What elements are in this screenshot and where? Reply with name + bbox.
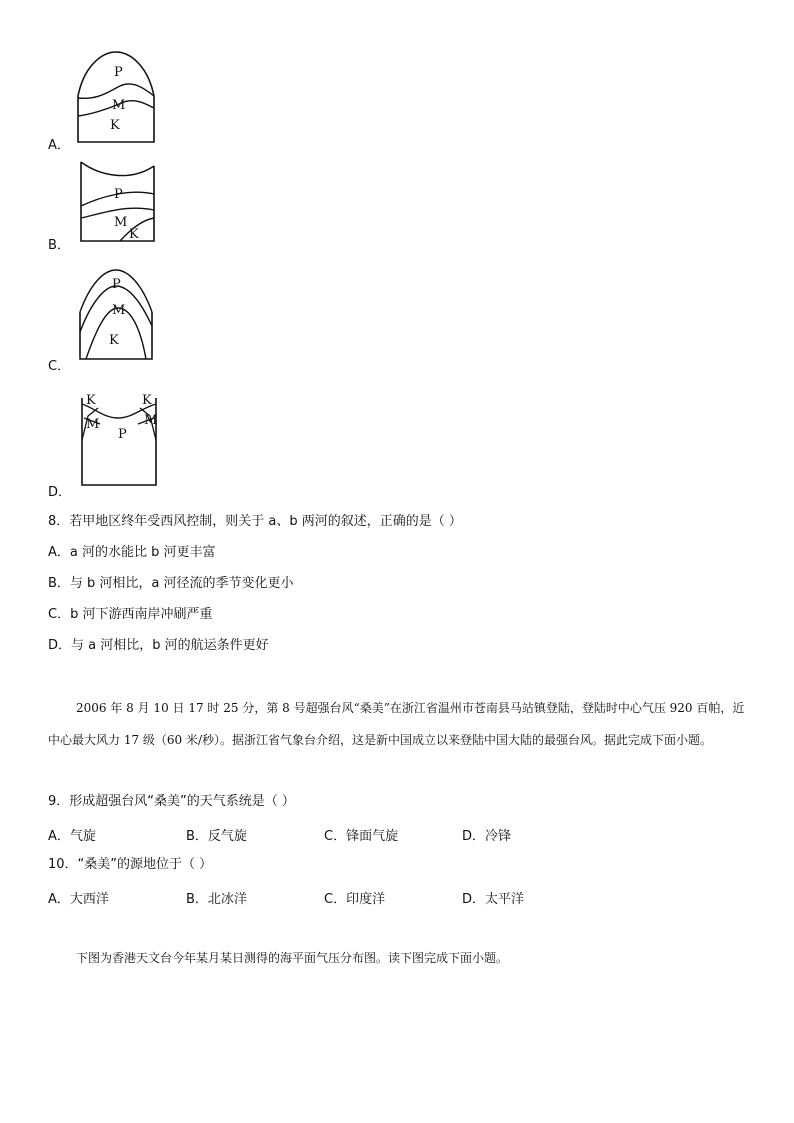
- layer-label-k-right: K: [142, 393, 152, 408]
- layer-label-k: K: [129, 227, 139, 242]
- layer-label-p: P: [118, 427, 127, 442]
- question-8-option-a[interactable]: A．a 河的水能比 b 河更丰富: [48, 545, 216, 560]
- question-9-option-c[interactable]: C．锋面气旋: [324, 829, 399, 844]
- layer-label-k: K: [109, 333, 119, 348]
- question-10-option-a[interactable]: A．大西洋: [48, 892, 109, 907]
- option-b-letter[interactable]: B．: [48, 238, 70, 253]
- question-8-stem: 8．若甲地区终年受西风控制，则关于 a、b 两河的叙述，正确的是（ ）: [48, 514, 462, 529]
- layer-label-m: M: [114, 215, 128, 230]
- layer-label-k-left: K: [86, 393, 96, 408]
- option-a-letter[interactable]: A．: [48, 138, 70, 153]
- layer-label-m-left: M: [86, 417, 100, 432]
- question-9-option-b[interactable]: B．反气旋: [186, 829, 247, 844]
- fold-diagram-c: [76, 266, 156, 362]
- layer-label-p: P: [114, 187, 123, 202]
- layer-label-m: M: [112, 98, 126, 113]
- question-8-option-d[interactable]: D．与 a 河相比，b 河的航运条件更好: [48, 638, 269, 653]
- question-9-option-a[interactable]: A．气旋: [48, 829, 96, 844]
- layer-label-m-right: M: [144, 413, 158, 428]
- question-10-stem: 10．“桑美”的源地位于（ ）: [48, 857, 213, 872]
- passage-typhoon: 2006 年 8 月 10 日 17 时 25 分，第 8 号超强台风“桑美”在浙江省温州市苍南县马站镇登陆，登陆时中心气压 920 百帕，近中心最大风力 17 级（60 米/秒）。据浙江省气象台介绍，这是新中国成立以来登陆中国大陆的最强台风。据此完成下面小题。: [48, 701, 745, 747]
- option-d-letter[interactable]: D．: [48, 485, 72, 500]
- fold-diagram-d: [78, 390, 160, 488]
- question-9-stem: 9．形成超强台风“桑美”的天气系统是（ ）: [48, 794, 295, 809]
- question-8-option-b[interactable]: B．与 b 河相比，a 河径流的季节变化更小: [48, 576, 294, 591]
- layer-label-m: M: [112, 303, 126, 318]
- layer-label-k: K: [110, 118, 120, 133]
- layer-label-p: P: [114, 65, 123, 80]
- question-10-option-b[interactable]: B．北冰洋: [186, 892, 247, 907]
- fold-diagram-a: [74, 46, 158, 146]
- layer-label-p: P: [112, 277, 121, 292]
- question-9-options: [48, 825, 748, 843]
- question-8-option-c[interactable]: C．b 河下游西南岸冲刷严重: [48, 607, 213, 622]
- fold-diagram-b: [78, 158, 158, 244]
- question-10-option-c[interactable]: C．印度洋: [324, 892, 386, 907]
- option-c-letter[interactable]: C．: [48, 359, 71, 374]
- question-10-options: [48, 888, 748, 906]
- passage-pressure-map: 下图为香港天文台今年某月某日测得的海平面气压分布图。读下图完成下面小题。: [76, 951, 509, 965]
- question-9-option-d[interactable]: D．冷锋: [462, 829, 512, 844]
- question-10-option-d[interactable]: D．太平洋: [462, 892, 525, 907]
